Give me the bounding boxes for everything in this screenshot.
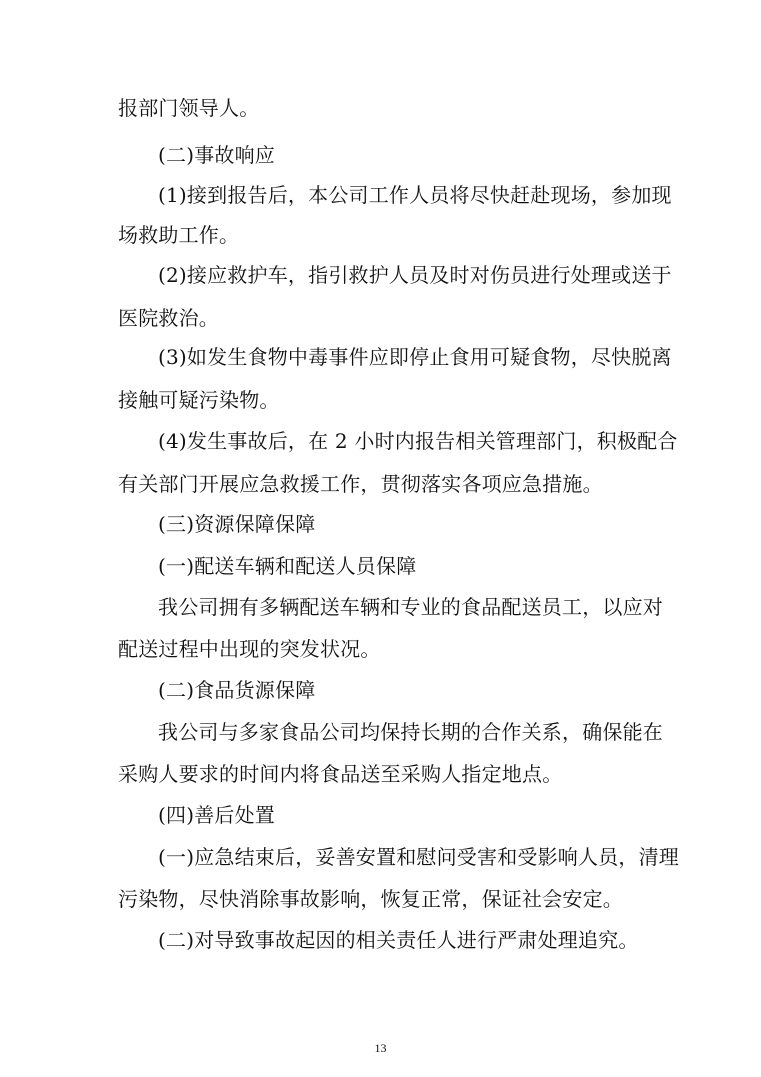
text-line: 医院救治。 bbox=[118, 306, 219, 330]
text-line: (2)接应救护车，指引救护人员及时对伤员进行处理或送于 bbox=[158, 263, 672, 287]
page-number: 13 bbox=[374, 1041, 387, 1055]
text-line: 场救助工作。 bbox=[118, 223, 240, 247]
section-heading: (四)善后处置 bbox=[158, 803, 276, 827]
section-heading: (三)资源保障保障 bbox=[158, 512, 316, 536]
text-line: (一)应急结束后，妥善安置和慰问受害和受影响人员，清理 bbox=[158, 845, 680, 869]
text-line: 我公司与多家食品公司均保持长期的合作关系，确保能在 bbox=[158, 720, 663, 744]
text-line: (4)发生事故后，在 2 小时内报告相关管理部门，积极配合 bbox=[158, 429, 678, 453]
text-line: (3)如发生食物中毒事件应即停止食用可疑食物，尽快脱离 bbox=[158, 345, 672, 369]
text-line: 有关部门开展应急救援工作，贯彻落实各项应急措施。 bbox=[118, 472, 603, 496]
text-line: (1)接到报告后，本公司工作人员将尽快赶赴现场，参加现 bbox=[158, 183, 672, 207]
section-heading: (二)事故响应 bbox=[158, 143, 276, 167]
text-line: 采购人要求的时间内将食品送至采购人指定地点。 bbox=[118, 762, 563, 786]
text-line: 报部门领导人。 bbox=[118, 96, 260, 120]
text-line: 污染物，尽快消除事故影响，恢复正常，保证社会安定。 bbox=[118, 887, 623, 911]
section-heading: (一)配送车辆和配送人员保障 bbox=[158, 554, 417, 578]
section-heading: (二)食品货源保障 bbox=[158, 678, 316, 702]
text-line: 接触可疑污染物。 bbox=[118, 388, 280, 412]
text-line: 我公司拥有多辆配送车辆和专业的食品配送员工，以应对 bbox=[158, 595, 663, 619]
text-line: 配送过程中出现的突发状况。 bbox=[118, 637, 381, 661]
text-line: (二)对导致事故起因的相关责任人进行严肃处理追究。 bbox=[158, 928, 639, 952]
